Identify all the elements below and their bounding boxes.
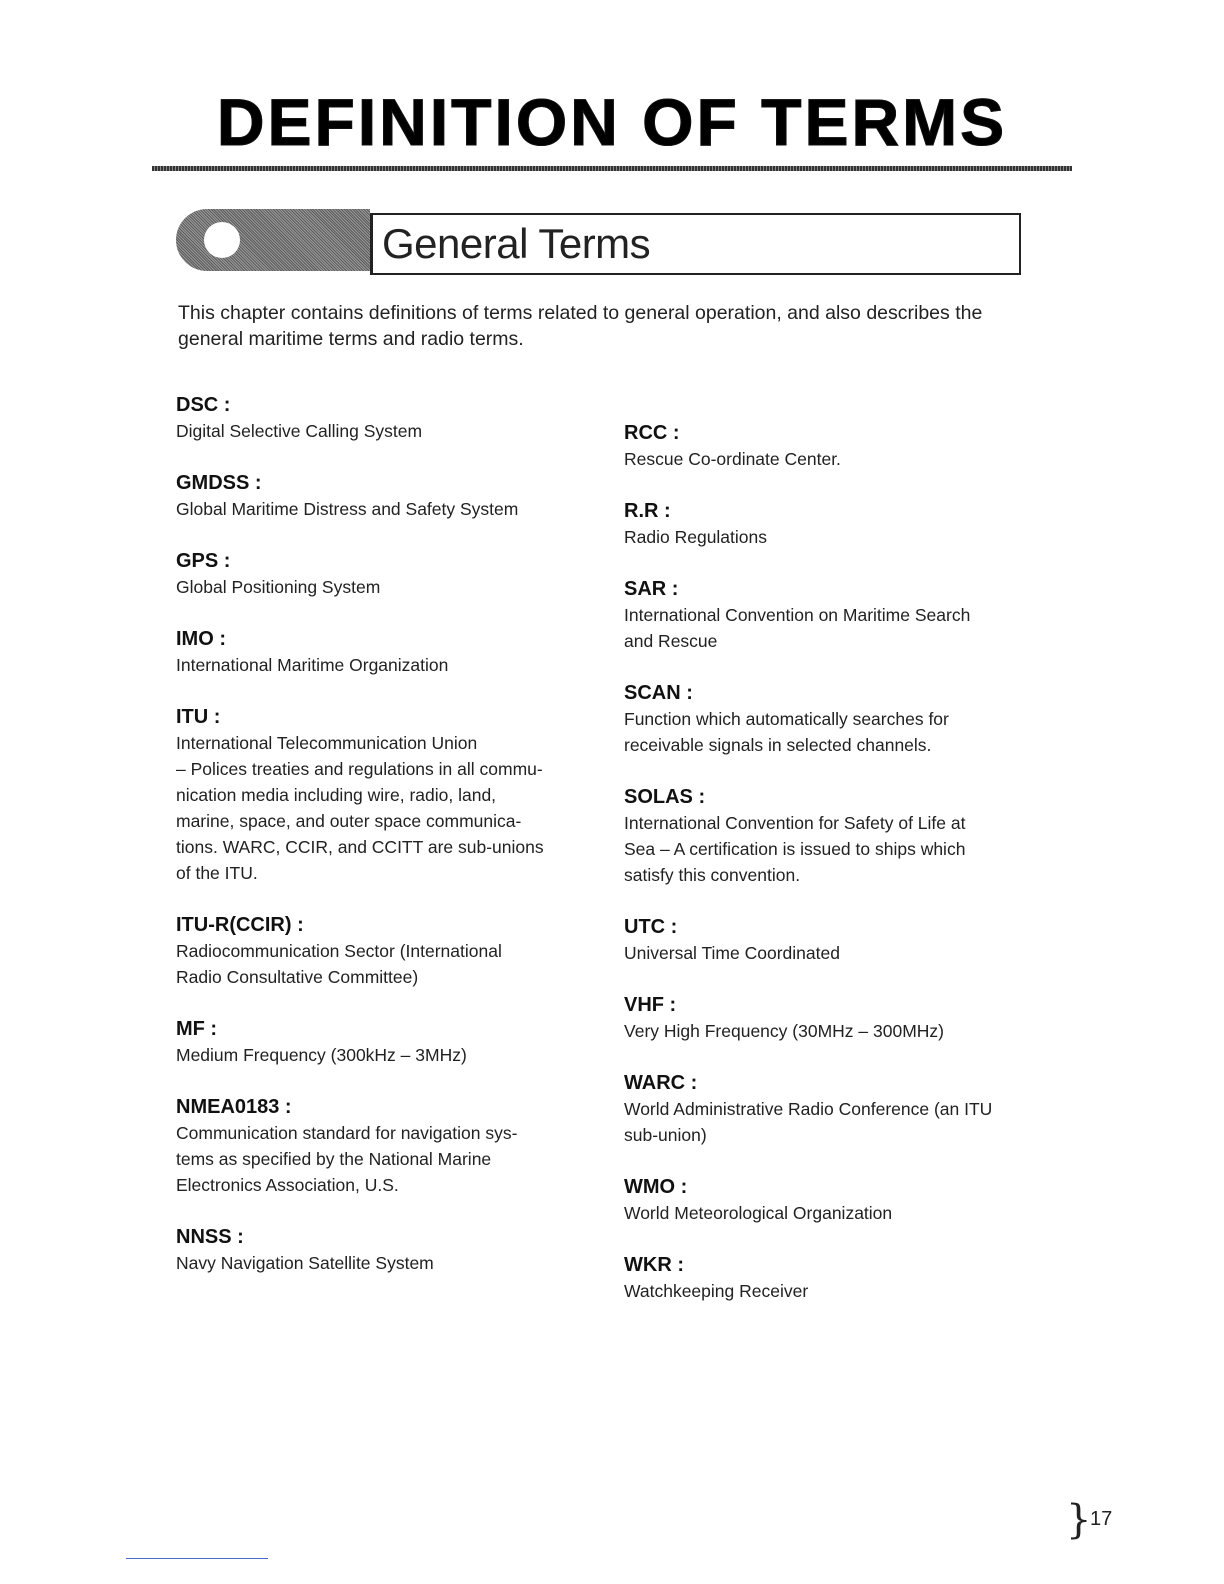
page-title: DEFINITION OF TERMS	[216, 85, 1008, 159]
term-entry-utc	[624, 914, 1044, 966]
term-entry-wmo	[624, 1174, 1044, 1226]
footer-line	[126, 1558, 268, 1559]
term-definition: Global Maritime Distress and Safety System	[176, 499, 519, 519]
term-definition: Rescue Co-ordinate Center.	[624, 449, 841, 469]
term-label: MF :	[176, 1018, 218, 1040]
term-definition: International Maritime Organization	[176, 655, 449, 675]
term-definition: Very High Frequency (30MHz – 300MHz)	[624, 1021, 944, 1041]
section-title: General Terms	[382, 220, 651, 267]
term-label: WMO :	[624, 1176, 688, 1198]
term-entry-mf	[176, 1016, 596, 1068]
term-label: NMEA0183 :	[176, 1096, 292, 1118]
term-entry-rcc	[624, 420, 1044, 472]
term-entry-gmdss	[176, 470, 596, 522]
term-label: SAR :	[624, 578, 679, 600]
term-definition: Global Positioning System	[176, 577, 381, 597]
term-label: VHF :	[624, 994, 677, 1016]
term-definition: Medium Frequency (300kHz – 3MHz)	[176, 1045, 467, 1065]
term-label: DSC :	[176, 394, 231, 416]
term-definition: International Convention for Safety of Life at Sea – A certification is issued to ships which satisfy this convention.	[624, 813, 966, 885]
term-label: ITU :	[176, 706, 221, 728]
page-brace-icon: }	[1066, 1497, 1092, 1543]
term-definition: Navy Navigation Satellite System	[176, 1253, 434, 1273]
term-definition: Radio Regulations	[624, 527, 768, 547]
left-term-column	[176, 392, 596, 1276]
term-definition: International Telecommunication Union – Polices treaties and regulations in all commu- nication media including wire, radio, land, marine, space, and outer space communica- tions. WARC, CCIR, and CCITT are sub-unions of the ITU.	[176, 733, 544, 883]
term-entry-gps	[176, 548, 596, 600]
term-entry-solas	[624, 784, 1044, 888]
term-definition: Watchkeeping Receiver	[624, 1281, 809, 1301]
term-label: RCC :	[624, 422, 680, 444]
term-label: R.R :	[624, 500, 671, 522]
term-entry-sar	[624, 576, 1044, 654]
term-entry-rr	[624, 498, 1044, 550]
term-definition: Radiocommunication Sector (International Radio Consultative Committee)	[176, 941, 502, 987]
term-definition: Universal Time Coordinated	[624, 943, 840, 963]
term-label: SCAN :	[624, 682, 693, 704]
term-label: GMDSS :	[176, 472, 262, 494]
term-entry-itu-r	[176, 912, 596, 990]
term-entry-imo	[176, 626, 596, 678]
page-number: 17	[1090, 1508, 1113, 1530]
right-term-column	[624, 420, 1044, 1304]
term-entry-nnss	[176, 1224, 596, 1276]
term-entry-vhf	[624, 992, 1044, 1044]
term-definition: World Meteorological Organization	[624, 1203, 893, 1223]
term-entry-warc	[624, 1070, 1044, 1148]
term-label: WARC :	[624, 1072, 698, 1094]
term-entry-itu	[176, 704, 596, 886]
term-definition: International Convention on Maritime Search and Rescue	[624, 605, 971, 651]
term-entry-wkr	[624, 1252, 1044, 1304]
term-entry-dsc	[176, 392, 596, 444]
term-entry-scan	[624, 680, 1044, 758]
term-label: IMO :	[176, 628, 226, 650]
term-label: SOLAS :	[624, 786, 706, 808]
term-entry-nmea0183	[176, 1094, 596, 1198]
term-label: ITU-R(CCIR) :	[176, 914, 304, 936]
intro-paragraph: This chapter contains definitions of terms related to general operation, and also describes the general maritime terms and radio terms.	[178, 302, 983, 350]
term-definition: Communication standard for navigation sys- tems as specified by the National Marine Electronics Association, U.S.	[176, 1123, 518, 1195]
title-rule	[152, 166, 1072, 171]
term-definition: Function which automatically searches for receivable signals in selected channels.	[624, 709, 949, 755]
term-label: UTC :	[624, 916, 678, 938]
term-label: NNSS :	[176, 1226, 244, 1248]
term-label: WKR :	[624, 1254, 684, 1276]
term-definition: Digital Selective Calling System	[176, 421, 423, 441]
term-label: GPS :	[176, 550, 231, 572]
bullet-circle-icon	[204, 222, 240, 258]
term-definition: World Administrative Radio Conference (an ITU sub-union)	[624, 1099, 993, 1145]
